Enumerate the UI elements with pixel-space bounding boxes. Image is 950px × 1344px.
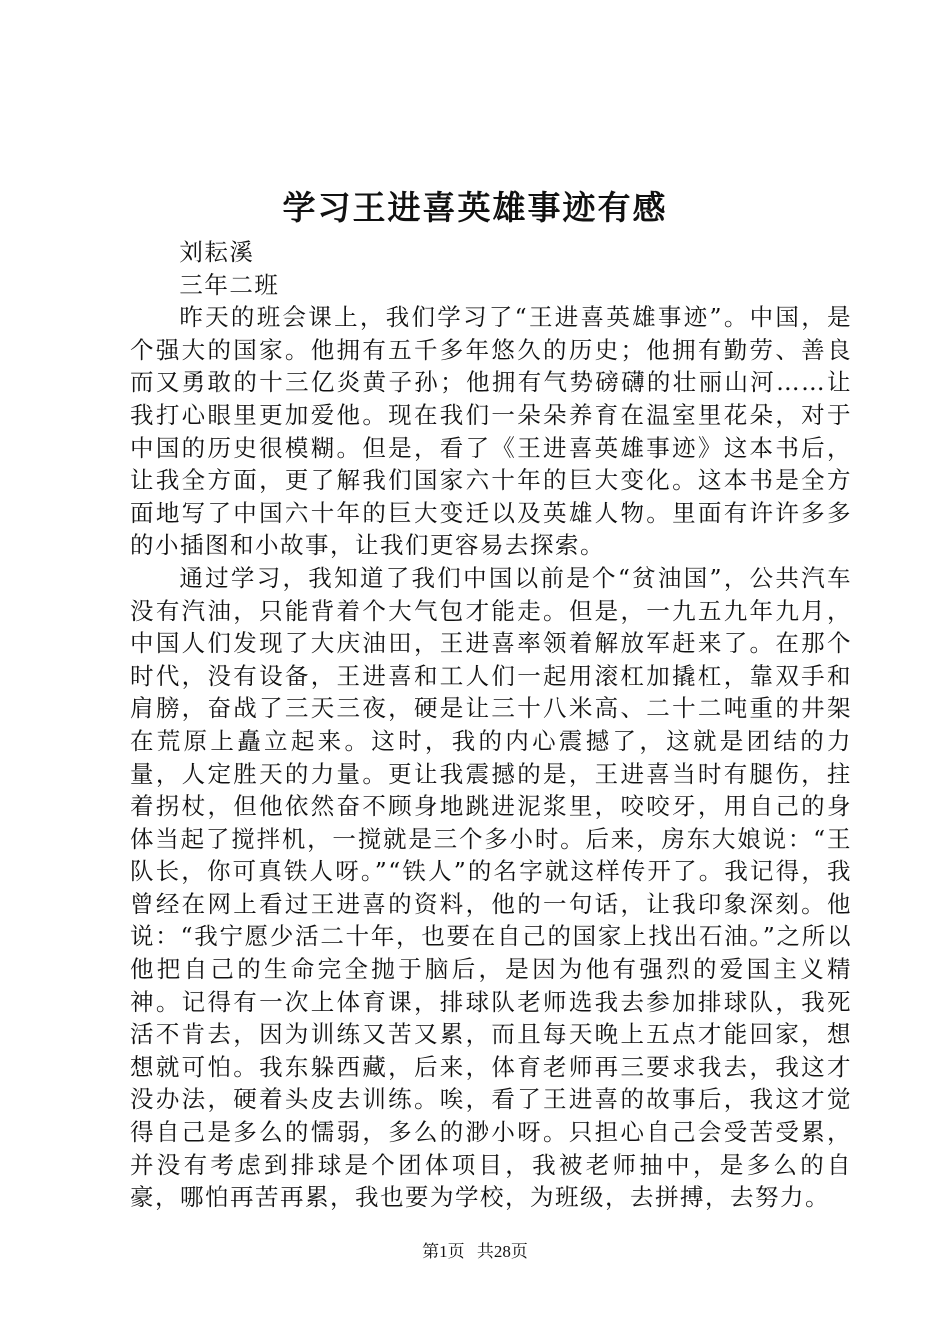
paragraph-2: 通过学习，我知道了我们中国以前是个“贫油国”，公共汽车没有汽油，只能背着个大气包才能走。但是，一九五九年九月，中国人们发现了大庆油田，王进喜率领着解放军赶来了。在那个时代，没有设备，王进喜和工人们一起用滚杠加撬杠，靠双手和肩膀，奋战了三天三夜，硬是让三十八米高、二十二吨重的井架在荒原上矗立起来。这时，我的内心震撼了，这就是团结的力量，人定胜天的力量。更让我震撼的是，王进喜当时有腿伤，拄着拐杖，但他依然奋不顾身地跳进泥浆里，咬咬牙，用自己的身体当起了搅拌机，一搅就是三个多小时。后来，房东大娘说：“王队长，你可真铁人呀。”“铁人”的名字就这样传开了。我记得，我曾经在网上看过王进喜的资料，他的一句话，让我印象深刻。他说：“我宁愿少活二十年，也要在自己的国家上找出石油。”之所以他把自己的生命完全抛于脑后，是因为他有强烈的爱国主义精神。记得有一次上体育课，排球队老师选我去参加排球队，我死活不肯去，因为训练又苦又累，而且每天晚上五点才能回家，想想就可怕。我东躲西藏，后来，体育老师再三要求我去，我这才没办法，硬着头皮去训练。唉，看了王进喜的故事后，我这才觉得自己是多么的懦弱，多么的渺小呀。只担心自己会受苦受累，并没有考虑到排球是个团体项目，我被老师抽中，是多么的自豪，哪怕再苦再累，我也要为学校，为班级，去拼搏，去努力。 [130, 563, 852, 1212]
page-total: 共28页 [476, 1242, 528, 1261]
document-title: 学习王进喜英雄事迹有感 [282, 188, 668, 227]
author-line: 刘耘溪 [179, 238, 255, 266]
page-number: 第1页 [422, 1242, 465, 1261]
document-body [130, 236, 852, 1214]
class-line: 三年二班 [179, 270, 280, 299]
page-footer [0, 1240, 950, 1264]
paragraph-1: 昨天的班会课上，我们学习了“王进喜英雄事迹”。中国，是个强大的国家。他拥有五千多年悠久的历史；他拥有勤劳、善良而又勇敢的十三亿炎黄子孙；他拥有气势磅礴的壮丽山河……让我打心眼里更加爱他。现在我们一朵朵养育在温室里花朵，对于中国的历史很模糊。但是，看了《王进喜英雄事迹》这本书后，让我全方面，更了解我们国家六十年的巨大变化。这本书是全方面地写了中国六十年的巨大变迁以及英雄人物。里面有许许多多的小插图和小故事，让我们更容易去探索。 [130, 303, 852, 560]
